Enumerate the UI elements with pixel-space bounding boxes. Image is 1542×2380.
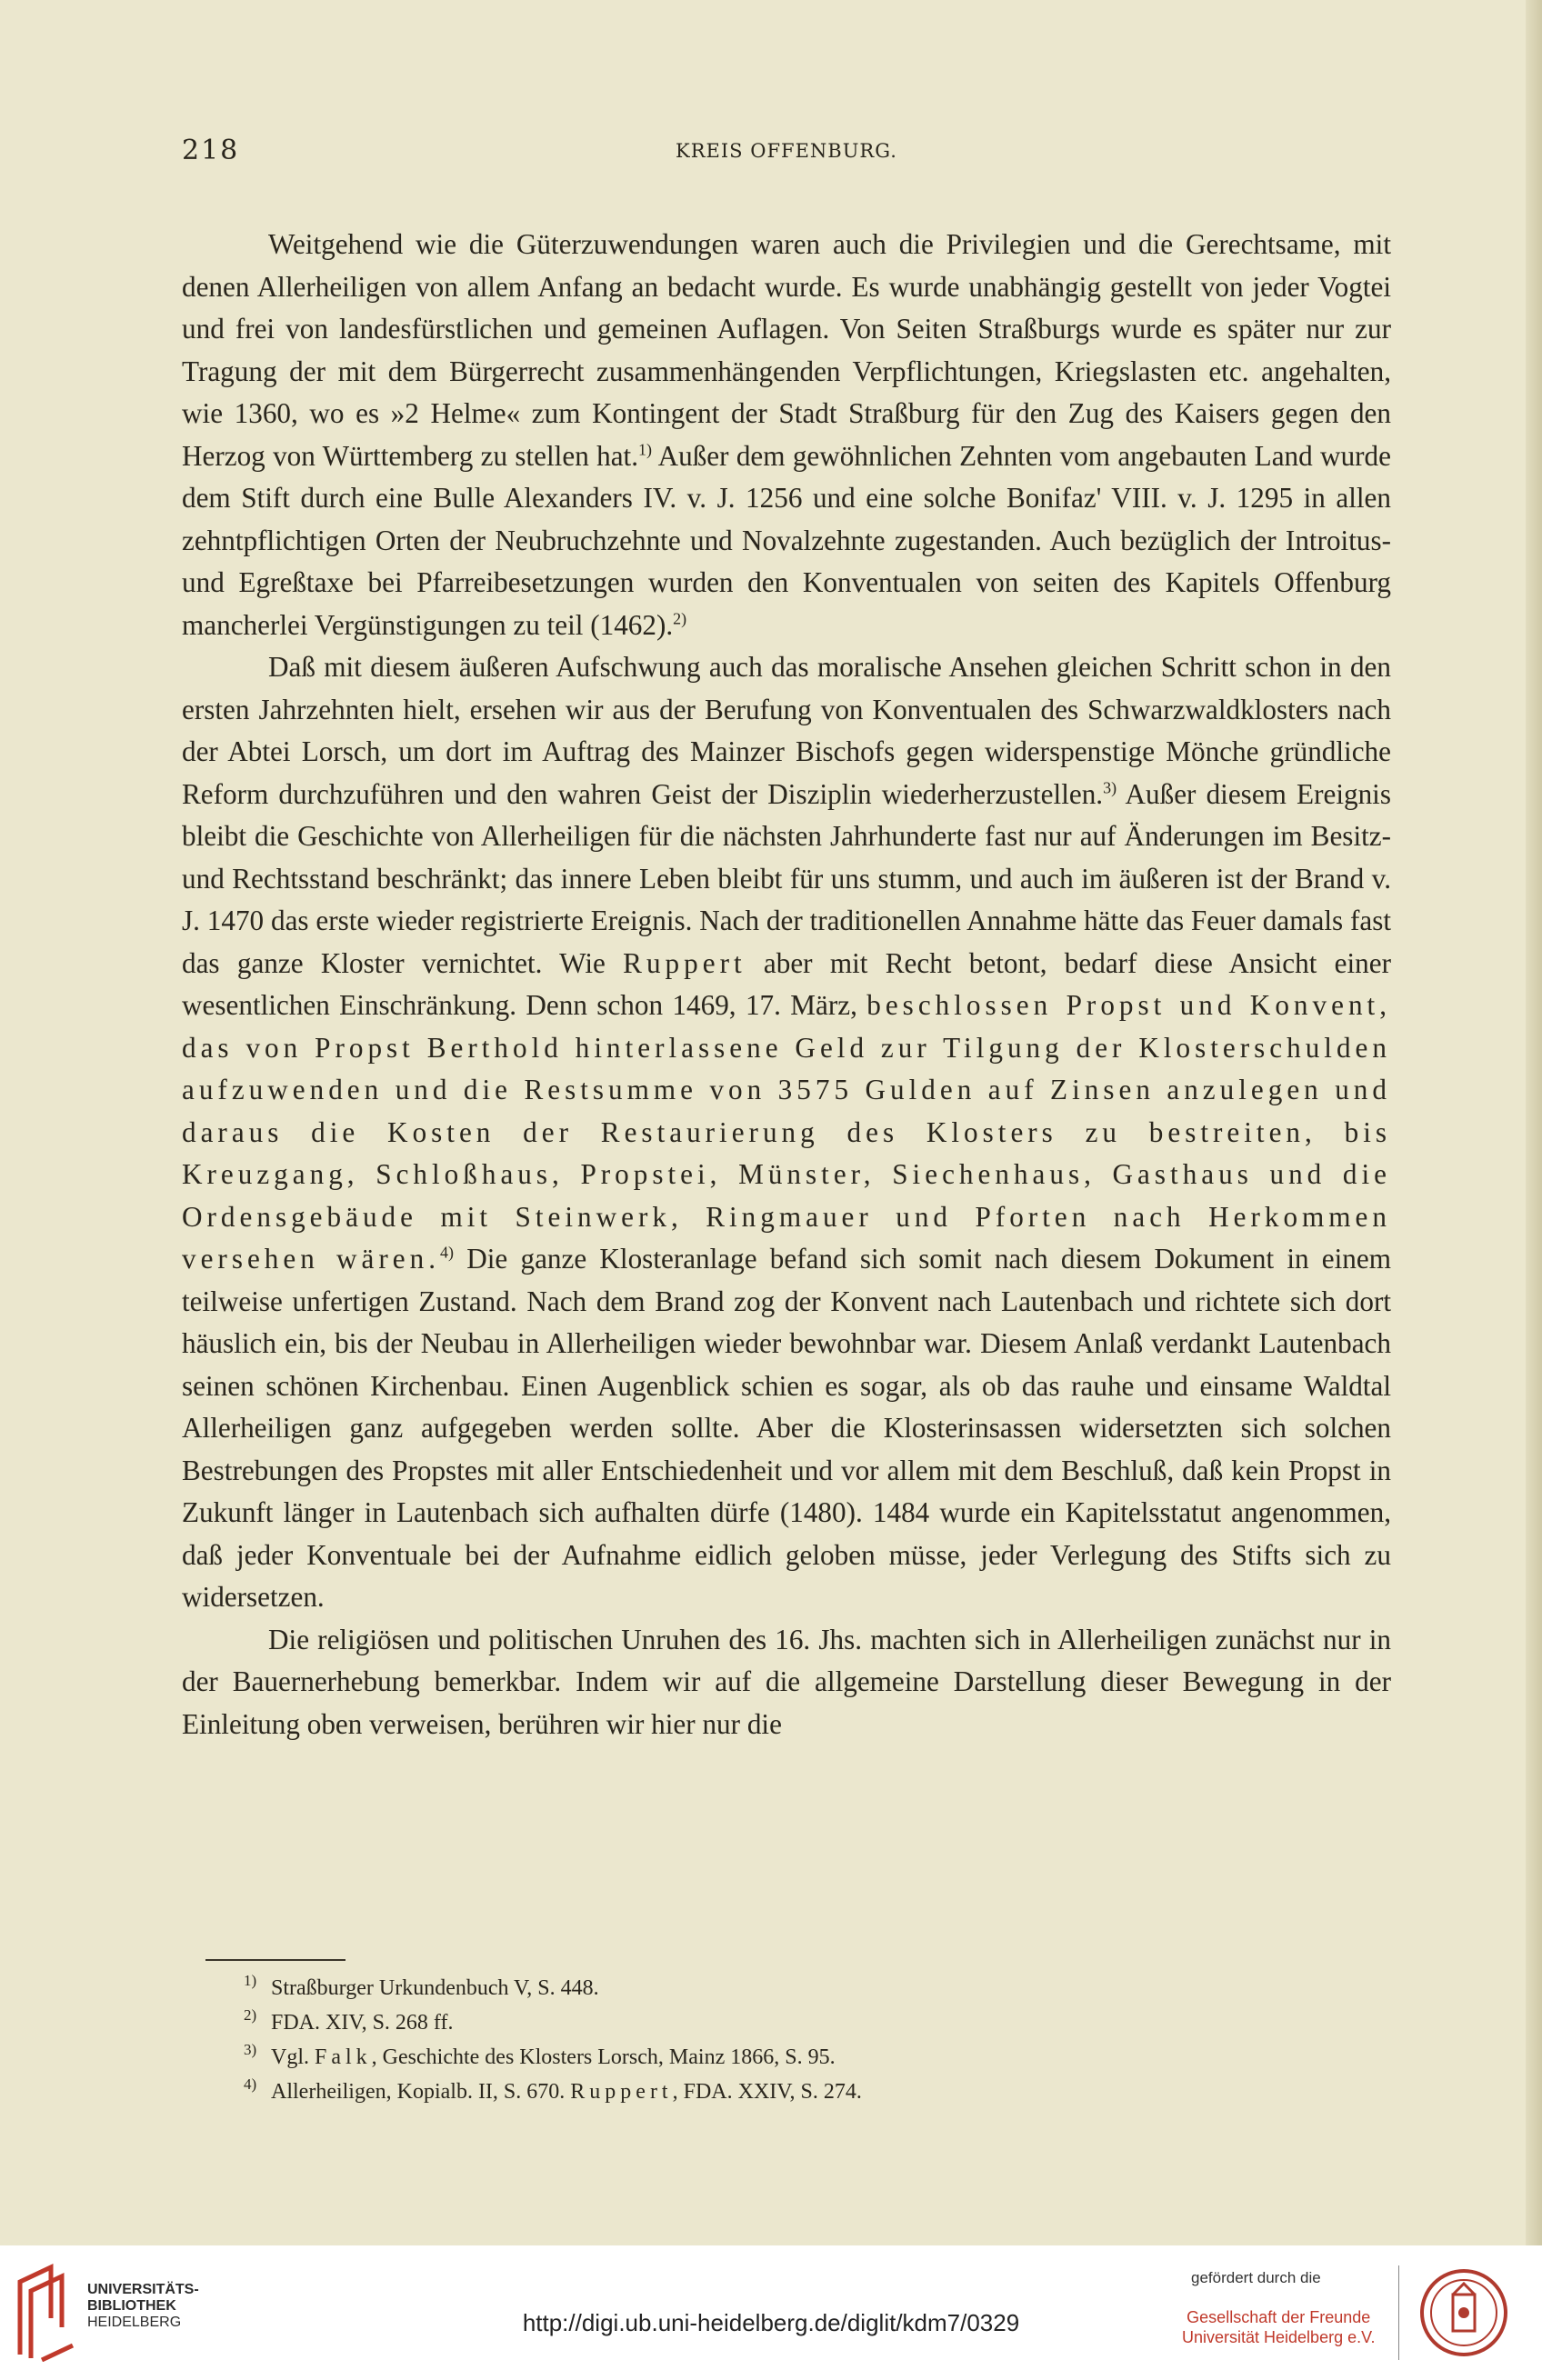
footnote-mark: 3) bbox=[244, 2041, 257, 2058]
footnote-ref: 3) bbox=[1103, 778, 1117, 797]
footnote-prefix: Allerheiligen, Kopialb. II, S. 670. bbox=[271, 2080, 571, 2104]
footnote-text: Straßburger Urkundenbuch V, S. 448. bbox=[271, 1976, 599, 2000]
page-edge-shadow bbox=[1526, 0, 1542, 2245]
page-number: 218 bbox=[182, 135, 240, 166]
footnote-text: , FDA. XXIV, S. 274. bbox=[672, 2080, 862, 2104]
body-text bbox=[182, 224, 1391, 1745]
text-run: Weitgehend wie die Güterzuwendungen waren auch die Privilegien und die Gerechtsame, mit denen Allerheiligen von allem Anfang an bedacht wurde. Es wurde unabhängig gestellt von jeder Vogtei und frei von landesfürstlichen und gemeinen Auflagen. Von Seiten Straßburgs wurde es später nur zur Tragung der mit dem Bürgerrecht zusammenhängenden Verpflichtungen, Kriegslasten etc. angehalten, wie 1360, wo es »2 Helme« zum Kontingent der Stadt Straßburg für den Zug des Kaisers gegen den Herzog von Württemberg zu stellen hat. bbox=[182, 228, 1391, 472]
paragraph-3 bbox=[182, 1619, 1391, 1746]
permalink-url[interactable]: http://digi.ub.uni-heidelberg.de/diglit/kdm7/0329 bbox=[522, 2309, 1020, 2336]
library-name-line: HEIDELBERG bbox=[87, 2315, 182, 2330]
library-name-line: UNIVERSITÄTS- bbox=[87, 2282, 199, 2297]
footnotes bbox=[244, 1971, 1271, 2109]
university-seal-icon bbox=[1418, 2267, 1509, 2358]
footnote-3 bbox=[244, 2040, 1271, 2075]
footnote-author-spaced: Falk bbox=[315, 2045, 372, 2069]
text-run: aber mit Recht betont, bedarf diese Ansicht einer wesentlichen Einschränkung. Denn schon 1469, 17. März, bbox=[182, 946, 1391, 1021]
sponsor-name bbox=[1182, 2307, 1375, 2347]
footnote-4 bbox=[244, 2075, 1271, 2109]
footnote-divider bbox=[205, 1959, 345, 1961]
footnote-ref: 4) bbox=[440, 1243, 455, 1262]
quoted-document-spaced: beschlossen Propst und Konvent, das von Propst Berthold hinterlassene Geld zur Tilgung der Klosterschulden aufzuwenden und die Restsumme von 3575 Gulden auf Zinsen anzulegen und daraus die Kosten der Restaurierung des Klosters zu bestreiten, bis Kreuzgang, Schloßhaus, Propstei, Münster, Siechenhaus, Gasthaus und die Ordensgebäude mit Steinwerk, Ringmauer und Pforten nach Herkommen versehen wären. bbox=[182, 989, 1392, 1275]
digitization-footer bbox=[0, 2245, 1542, 2380]
footnote-text: FDA. XIV, S. 268 ff. bbox=[271, 2011, 454, 2035]
footnote-1 bbox=[244, 1971, 1271, 2005]
footnote-mark: 2) bbox=[244, 2006, 257, 2024]
footer-divider bbox=[1398, 2265, 1399, 2360]
library-name-line: BIBLIOTHEK bbox=[87, 2298, 176, 2314]
footnote-ref: 2) bbox=[673, 609, 687, 628]
footnote-author-spaced: Ruppert bbox=[570, 2080, 673, 2104]
footnote-mark: 1) bbox=[244, 1972, 257, 1989]
author-name-spaced: Ruppert bbox=[623, 946, 746, 979]
text-run: Daß mit diesem äußeren Aufschwung auch das moralische Ansehen gleichen Schritt schon in den ersten Jahrzehnten hielt, ersehen wir aus der Berufung von Konventualen des Schwarzwaldklosters nach der Abtei Lorsch, um dort im Auftrag des Mainzer Bischofs gegen widerspenstige Mönche gründliche Reform durchzuführen und den wahren Geist der Disziplin wiederherzustellen. bbox=[182, 651, 1391, 810]
footnote-text: , Geschichte des Klosters Lorsch, Mainz 1866, S. 95. bbox=[371, 2045, 836, 2069]
sponsor-name-line: Gesellschaft der Freunde bbox=[1187, 2308, 1371, 2326]
page-header bbox=[182, 135, 1391, 171]
footnote-2 bbox=[244, 2005, 1271, 2040]
text-run: Außer diesem Ereignis bleibt die Geschichte von Allerheiligen für die nächsten Jahrhunderte fast nur auf Änderungen im Besitz- und Rechtsstand beschränkt; das innere Leben bleibt für uns stumm, und auch im äußeren ist der Brand v. J. 1470 das erste wieder registrierte Ereignis. Nach der traditionellen Annahme hätte das Feuer damals fast das ganze Kloster vernichtet. Wie bbox=[182, 777, 1391, 979]
sponsor-name-line: Universität Heidelberg e.V. bbox=[1182, 2328, 1376, 2346]
paragraph-2 bbox=[182, 646, 1391, 1619]
footnote-ref: 1) bbox=[638, 440, 652, 459]
paragraph-1 bbox=[182, 224, 1391, 646]
footnote-mark: 4) bbox=[244, 2075, 257, 2093]
text-run: Die ganze Klosteranlage befand sich somit nach diesem Dokument in einem teilweise unfertigen Zustand. Nach dem Brand zog der Konvent nach Lautenbach und richtete sich dort häuslich ein, bis der Neubau in Allerheiligen wieder bewohnbar war. Diesem Anlaß verdankt Lautenbach seinen schönen Kirchenbau. Einen Augenblick schien es sogar, als ob das rauhe und einsame Waldtal Allerheiligen ganz aufgegeben werden sollte. Aber die Klosterinsassen widersetzten sich solchen Bestrebungen des Propstes mit aller Entschiedenheit und vor allem mit dem Beschluß, daß kein Propst in Zukunft länger in Lautenbach sich aufhalten dürfe (1480). 1484 wurde ein Kapitelsstatut angenommen, daß jeder Konventuale bei der Aufnahme eidlich geloben müsse, jeder Verlegung des Stifts sich zu widersetzen. bbox=[182, 1243, 1391, 1613]
footnote-prefix: Vgl. bbox=[271, 2045, 315, 2069]
text-run: Die religiösen und politischen Unruhen des 16. Jhs. machten sich in Allerheiligen zunächst nur in der Bauernerhebung bemerkbar. Indem wir auf die allgemeine Darstellung dieser Bewegung in der Einleitung oben verweisen, berühren wir hier nur die bbox=[182, 1623, 1391, 1740]
text-run: Außer dem gewöhnlichen Zehnten vom angebauten Land wurde dem Stift durch eine Bulle Alexanders IV. v. J. 1256 und eine solche Bonifaz' VIII. v. J. 1295 in allen zehntpflichtigen Orten der Neubruchzehnte und Novalzehnte zugestanden. Auch bezüglich der Introitus- und Egreßtaxe bei Pfarreibesetzungen wurden den Konventualen von seiten des Kapitels Offenburg mancherlei Vergünstigungen zu teil (1462). bbox=[182, 439, 1391, 641]
funded-by-label: gefördert durch die bbox=[1191, 2269, 1321, 2286]
running-title: KREIS OFFENBURG. bbox=[676, 140, 897, 162]
